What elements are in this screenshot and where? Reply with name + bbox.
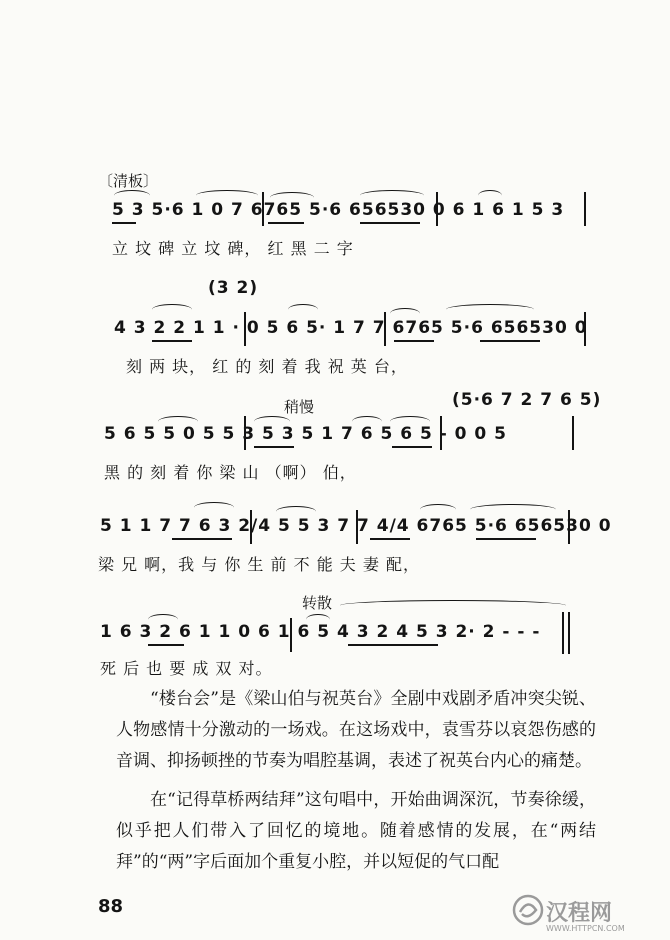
barline [568,612,570,654]
slur [288,304,318,315]
underline [148,644,184,646]
instrumental-bracket: (5·6 7 2 7 6 5) [452,390,602,410]
underline [172,538,232,540]
body-text [116,684,596,878]
underline [254,446,294,448]
slur [446,304,534,315]
underline [370,538,410,540]
tempo-mark: 稍慢 [284,398,315,416]
lyric-line: 立 坟 碑 立 坟 碑， 红 黑 二 字 [112,239,354,258]
slur [340,600,566,611]
lyric-line: 黑 的 刻 着 你 梁 山 （啊） 伯， [104,463,357,482]
slur [194,502,234,513]
underline [394,340,434,342]
underline [268,222,304,224]
underline [476,538,536,540]
barline [584,192,586,226]
underline [480,340,540,342]
underline [348,644,438,646]
underline [392,446,432,448]
tempo-mark: 转散 [302,594,333,612]
slur [152,304,192,315]
underline [112,222,136,224]
barline [572,416,574,450]
watermark-url: WWW.HTTPCN.COM [546,924,625,933]
paragraph: 在“记得草桥两结拜”这句唱中，开始曲调深沉，节奏徐缓，似乎把人们带入了回忆的境地。随着感情的发展，在“两结拜”的“两”字后面加个重复小腔，并以短促的气口配 [116,790,596,872]
lyric-line: 刻 两 块， 红 的 刻 着 我 祝 英 台， [126,357,408,376]
notation-line: 5 6 5 5 0 5 5 3 5 3 5 1 7 6 5 6 5 - 0 0 5 [104,424,507,444]
lyric-line: 死 后 也 要 成 双 对。 [100,659,273,678]
page-number: 88 [98,896,124,917]
tempo-mark: 〔清板〕 [98,172,159,190]
underline [152,340,192,342]
slur [420,504,456,515]
watermark-text: 汉程网 [546,900,613,926]
notation-line: 4 3 2 2 1 1 · 0 5 6 5· 1 7 7 6765 5·6 656530 0 [114,318,588,338]
notation-line: 5 1 1 7 7 6 3 2/4 5 5 3 7 7 4/4 6765 5·6 656530 0 [100,516,612,536]
slur [470,504,556,515]
barline [562,612,564,654]
lyric-line: 梁 兄 啊，我 与 你 生 前 不 能 夫 妻 配， [98,555,420,574]
underline [360,222,420,224]
notation-line: 1 6 3 2 6 1 1 0 6 1 6 5 4 3 2 4 5 3 2· 2 - - - [100,622,541,642]
instrumental-bracket: (3 2) [208,278,259,298]
paragraph: “楼台会”是《梁山伯与祝英台》全剧中戏剧矛盾冲突尖锐、人物感情十分激动的一场戏。在这场戏中，袁雪芬以哀怨伤感的音调、抑扬顿挫的节奏为唱腔基调，表述了祝英台内心的痛楚。 [116,689,596,771]
notation-line: 5 3 5·6 1 0 7 6765 5·6 656530 0 6 1 6 1 5 3 [112,200,565,220]
watermark-logo-icon [510,892,546,928]
